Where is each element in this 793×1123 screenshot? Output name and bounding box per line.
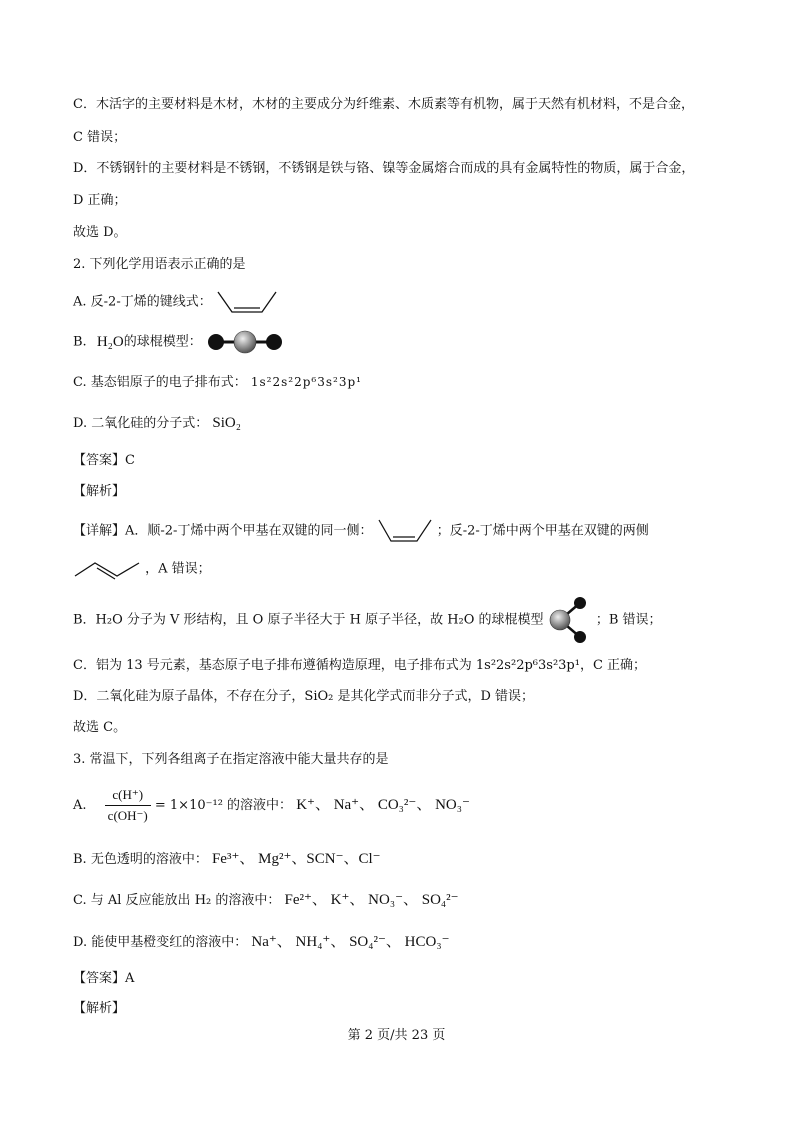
q2-option-d — [73, 414, 241, 433]
c-explanation-line2: C 错误； — [73, 130, 127, 145]
q2-detail-a-line2 — [73, 558, 211, 580]
q2-analysis-heading: 【解析】 — [73, 484, 126, 499]
q3-option-a — [73, 786, 470, 825]
q3-option-c-ions: Fe²⁺、 K⁺、 NO₃⁻、 SO₄²⁻ — [284, 892, 459, 908]
bent-water-model-icon — [548, 595, 592, 645]
q2-detail-d: D．二氧化硅为原子晶体，不存在分子，SiO₂ 是其化学式而非分子式，D 错误； — [73, 689, 535, 704]
q3-option-b-text: B. 无色透明的溶液中： — [73, 852, 208, 867]
h2o-formula: H₂O — [96, 333, 124, 350]
q2-option-a-label: A. 反-2-丁烯的键线式： — [73, 294, 212, 310]
q2-detail-a-line1 — [73, 518, 649, 544]
trans-2-butene-zigzag-icon — [73, 558, 141, 580]
c-explanation-line1: C．木活字的主要材料是木材，木材的主要成分为纤维素、木质素等有机物，属于天然有机材料，不是合金， — [73, 97, 694, 112]
d-explanation-line2: D 正确； — [73, 193, 127, 208]
q2-option-b-label: B. — [73, 334, 87, 350]
choose-d: 故选 D。 — [73, 225, 127, 240]
q3-analysis-heading: 【解析】 — [73, 1001, 126, 1016]
q2-answer: 【答案】C — [73, 453, 135, 468]
q3-option-b-ions: Fe³⁺、 Mg²⁺、SCN⁻、Cl⁻ — [211, 851, 381, 867]
question-3-stem: 3. 常温下，下列各组离子在指定溶液中能大量共存的是 — [73, 752, 389, 767]
ball-stick-linear-model-icon — [206, 330, 284, 354]
q3-option-a-ions: K⁺、 Na⁺、 CO₃²⁻、 NO₃⁻ — [296, 797, 470, 813]
q2-option-b — [73, 330, 284, 354]
q2-detail-a-trans-text: ；反-2-丁烯中两个甲基在双键的两侧 — [436, 523, 649, 539]
q3-option-c-text: C. 与 Al 反应能放出 H₂ 的溶液中： — [73, 893, 281, 908]
d-explanation-line1: D．不锈钢针的主要材料是不锈钢，不锈钢是铁与铬、镍等金属熔合而成的具有金属特性的物质，属于合金， — [73, 161, 695, 176]
q2-detail-a-cis-text: 【详解】A．顺-2-丁烯中两个甲基在双键的同一侧： — [73, 523, 373, 539]
h-oh-ratio-fraction — [105, 786, 151, 825]
q2-detail-c: C．铝为 13 号元素，基态原子电子排布遵循构造原理，电子排布式为 1s²2s²2p⁶3s²3p¹，C 正确； — [73, 658, 647, 673]
q3-option-d — [73, 933, 449, 952]
q3-option-d-text: D. 能使甲基橙变红的溶液中： — [73, 935, 248, 950]
q3-option-b — [73, 850, 381, 869]
page-footer: 第 2 页/共 23 页 — [347, 1028, 446, 1043]
cis-2-butene-skeletal-icon — [377, 518, 433, 544]
q2-option-c-label: C. 基态铝原子的电子排布式： — [73, 375, 247, 390]
q2-option-a — [73, 289, 278, 315]
q2-option-d-label: D. 二氧化硅的分子式： — [73, 416, 209, 431]
question-2-stem: 2. 下列化学用语表示正确的是 — [73, 257, 246, 272]
q2-detail-a-conclusion: ，A 错误； — [145, 561, 211, 577]
q2-option-b-text: 的球棍模型： — [123, 334, 202, 350]
q2-detail-b-text: B．H₂O 分子为 V 形结构，且 O 原子半径大于 H 原子半径，故 H₂O 的球棍模型 — [73, 612, 544, 628]
sio2-formula: SiO₂ — [212, 415, 241, 431]
q2-detail-b — [73, 611, 662, 630]
q3-option-a-label: A. — [73, 798, 87, 813]
fraction-numerator: c(H⁺) — [105, 786, 151, 806]
fraction-denominator: c(OH⁻) — [107, 808, 148, 823]
trans-2-butene-skeletal-icon — [216, 289, 278, 315]
q2-option-c — [73, 373, 362, 392]
q2-detail-b-conclusion: ；B 错误； — [595, 612, 662, 628]
q3-option-d-ions: Na⁺、 NH₄⁺、 SO₄²⁻、 HCO₃⁻ — [251, 934, 450, 950]
q3-option-a-condition: = 1×10⁻¹² 的溶液中： — [154, 798, 293, 813]
aluminum-electron-config: 1s²2s²2p⁶3s²3p¹ — [250, 375, 362, 389]
q3-answer: 【答案】A — [73, 971, 135, 986]
choose-c: 故选 C。 — [73, 720, 127, 735]
q3-option-c — [73, 891, 459, 910]
